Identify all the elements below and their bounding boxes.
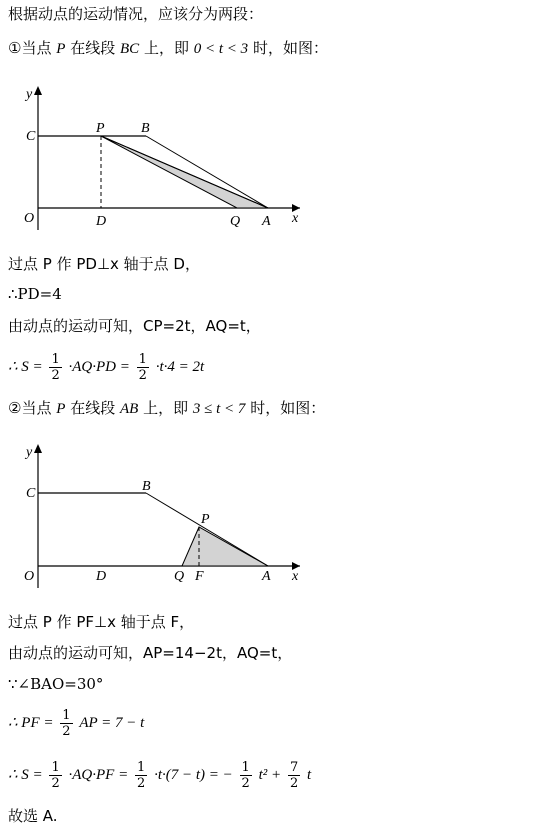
case1-step2: ∴PD=4: [8, 285, 62, 303]
y-axis-arrow: [34, 86, 42, 95]
case2-pf-formula: ∴ PF = $\frac{1}{2}$ AP = 7 − t: [8, 707, 145, 739]
fraction-half: $\frac{1}{2}$: [62, 707, 71, 739]
fraction-half: $\frac{1}{2}$: [241, 759, 250, 791]
label-p: P: [201, 512, 210, 527]
label-o: O: [24, 569, 35, 584]
case1-formula: ∴ S = $\frac{1}{2}$ ·AQ·PD = $\frac{1}{2}$ ·t·4 = 2t: [8, 351, 205, 383]
fraction-half: $\frac{1}{2}$: [137, 759, 146, 791]
label-q: Q: [174, 569, 185, 584]
shaded-triangle: [182, 527, 268, 566]
label-p: P: [96, 121, 105, 136]
label-a: A: [262, 214, 271, 229]
fraction-seven-halves: $\frac{7}{2}$: [289, 759, 299, 791]
fraction-half: $\frac{1}{2}$: [51, 351, 60, 383]
label-d: D: [96, 214, 107, 229]
label-d: D: [96, 569, 107, 584]
label-x: x: [292, 569, 299, 584]
label-q: Q: [230, 214, 241, 229]
label-b: B: [142, 479, 151, 494]
intro-text: 根据动点的运动情况，应该分为两段：: [8, 5, 264, 23]
fraction-half: $\frac{1}{2}$: [138, 351, 147, 383]
label-a: A: [262, 569, 271, 584]
case1-step3: 由动点的运动可知，CP=2t，AQ=t，: [8, 317, 261, 335]
case2-step2: 由动点的运动可知，AP=14−2t，AQ=t，: [8, 644, 293, 662]
case2-step3: ∵∠BAO=30°: [8, 675, 104, 693]
label-y: y: [26, 445, 33, 460]
figure-case2: [0, 440, 320, 595]
y-axis-arrow: [34, 444, 42, 453]
figure-case1: [0, 80, 320, 240]
case1-heading: ①当点 P 在线段 BC 上，即 0 < t < 3 时，如图：: [8, 39, 328, 57]
fraction-half: $\frac{1}{2}$: [51, 759, 60, 791]
segment-pa: [101, 136, 268, 208]
label-b: B: [141, 121, 150, 136]
label-o: O: [24, 211, 35, 226]
label-f: F: [195, 569, 204, 584]
label-y: y: [26, 87, 33, 102]
label-x: x: [292, 211, 299, 226]
label-c: C: [26, 486, 36, 501]
label-c: C: [26, 129, 36, 144]
case2-heading: ②当点 P 在线段 AB 上，即 3 ≤ t < 7 时，如图：: [8, 399, 326, 417]
case1-step1: 过点 P 作 PD⊥x 轴于点 D，: [8, 255, 200, 273]
case2-s-formula: ∴ S = $\frac{1}{2}$ ·AQ·PF = $\frac{1}{2}$ ·t·(7 − t) = − $\frac{1}{2}$ t² + $\frac{7}{2}$ t: [8, 759, 312, 791]
segment-ba: [146, 136, 268, 208]
conclusion: 故选 A.: [8, 807, 58, 825]
case2-step1: 过点 P 作 PF⊥x 轴于点 F，: [8, 613, 195, 631]
